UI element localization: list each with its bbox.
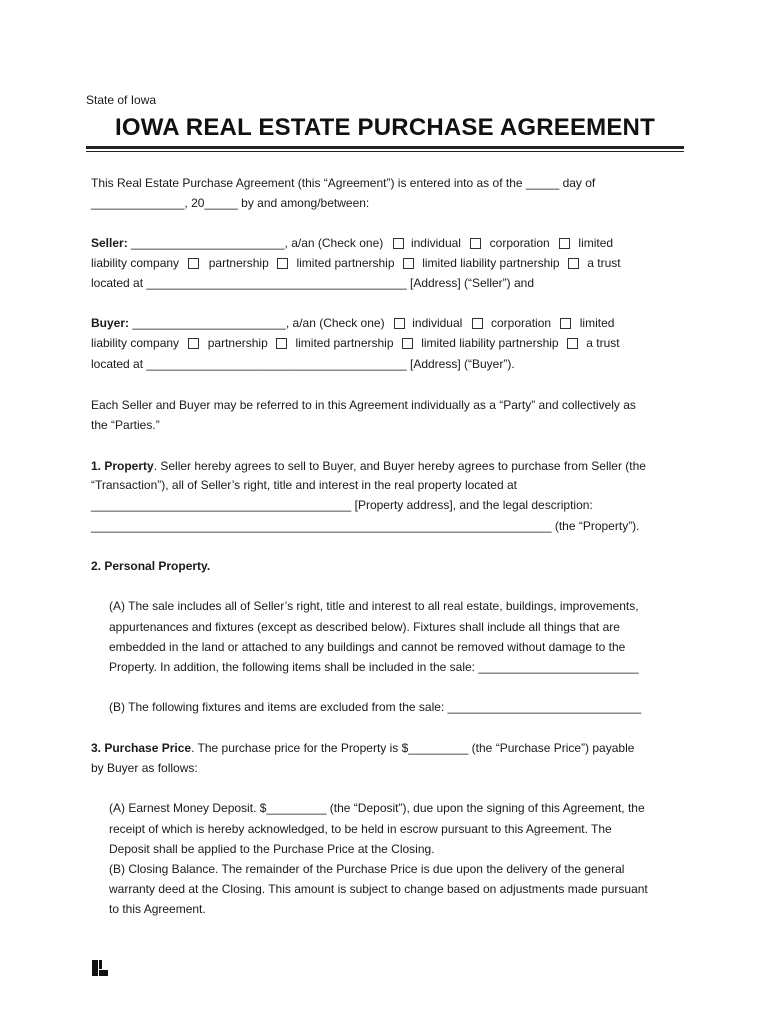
buyer-llc-checkbox[interactable] bbox=[560, 318, 571, 329]
parties-line-1: Each Seller and Buyer may be referred to in this Agreement individually as a “Party” and collectively as bbox=[91, 398, 636, 412]
buyer-lp-checkbox[interactable] bbox=[276, 338, 287, 349]
seller-line-1 bbox=[91, 235, 613, 251]
buyer-trust-checkbox[interactable] bbox=[567, 338, 578, 349]
seller-llp-label: limited liability partnership bbox=[422, 256, 560, 270]
intro-line-2: ______________, 20_____ by and among/between: bbox=[91, 196, 370, 210]
buyer-individual-label: individual bbox=[412, 316, 463, 330]
section3-line-2: by Buyer as follows: bbox=[91, 761, 198, 775]
section3-b-line-1: (B) Closing Balance. The remainder of the Purchase Price is due upon the delivery of the general bbox=[109, 862, 625, 876]
section3-a-line-3: Deposit shall be applied to the Purchase Price at the Closing. bbox=[109, 842, 435, 856]
section2-a-line-1: (A) The sale includes all of Seller’s right, title and interest to all real estate, buildings, improvements, bbox=[109, 599, 639, 613]
buyer-partnership-checkbox[interactable] bbox=[188, 338, 199, 349]
buyer-corporation-checkbox[interactable] bbox=[472, 318, 483, 329]
seller-individual-checkbox[interactable] bbox=[393, 238, 404, 249]
buyer-address-line: located at _______________________________________ [Address] (“Buyer”). bbox=[91, 357, 515, 371]
section1-line-2: “Transaction”), all of Seller’s right, title and interest in the real property located at bbox=[91, 478, 517, 492]
title-rule-thick bbox=[86, 146, 684, 149]
brand-logo-icon bbox=[92, 960, 108, 976]
buyer-llc-label-b: liability company bbox=[91, 336, 180, 350]
section2-a-line-3: embedded in the land or attached to any buildings and cannot be removed without damage to the bbox=[109, 640, 626, 654]
buyer-llc-label-a: limited bbox=[579, 316, 615, 330]
section1-heading: 1. Property bbox=[91, 459, 154, 473]
buyer-lp-label: limited partnership bbox=[295, 336, 394, 350]
buyer-name-blank: _______________________, a/an (Check one) bbox=[129, 316, 385, 330]
section1-text: . Seller hereby agrees to sell to Buyer, and Buyer hereby agrees to purchase from Seller (the bbox=[153, 459, 646, 473]
buyer-llp-checkbox[interactable] bbox=[402, 338, 413, 349]
seller-partnership-label: partnership bbox=[208, 256, 269, 270]
section3-a-line-2: receipt of which is hereby acknowledged, to be held in escrow pursuant to this Agreement. The bbox=[109, 822, 612, 836]
buyer-label: Buyer: bbox=[91, 316, 130, 330]
seller-trust-checkbox[interactable] bbox=[568, 258, 579, 269]
seller-llc-label-b: liability company bbox=[91, 256, 180, 270]
section2-heading: 2. Personal Property. bbox=[91, 559, 211, 573]
seller-lp-checkbox[interactable] bbox=[277, 258, 288, 269]
buyer-individual-checkbox[interactable] bbox=[394, 318, 405, 329]
buyer-partnership-label: partnership bbox=[207, 336, 268, 350]
section1-line-3: _______________________________________ [Property address], and the legal description: bbox=[91, 498, 593, 512]
title-rule-thin bbox=[86, 151, 684, 152]
seller-llc-checkbox[interactable] bbox=[559, 238, 570, 249]
section1-line-1 bbox=[91, 458, 646, 474]
section3-a-line-1: (A) Earnest Money Deposit. $_________ (the “Deposit”), due upon the signing of this Agreement, the bbox=[109, 801, 645, 815]
seller-lp-label: limited partnership bbox=[296, 256, 395, 270]
buyer-corporation-label: corporation bbox=[491, 316, 552, 330]
seller-line-2 bbox=[91, 255, 621, 271]
seller-partnership-checkbox[interactable] bbox=[188, 258, 199, 269]
seller-individual-label: individual bbox=[410, 236, 461, 250]
seller-name-blank: _______________________, a/an (Check one) bbox=[127, 236, 384, 250]
intro-line-1: This Real Estate Purchase Agreement (this “Agreement”) is entered into as of the _____ day of bbox=[91, 176, 596, 190]
seller-corporation-checkbox[interactable] bbox=[470, 238, 481, 249]
section2-b-line-1: (B) The following fixtures and items are excluded from the sale: _____________________________ bbox=[109, 700, 642, 714]
document-title: IOWA REAL ESTATE PURCHASE AGREEMENT bbox=[115, 114, 655, 141]
seller-label: Seller: bbox=[91, 236, 128, 250]
section2-a-line-4: Property. In addition, the following items shall be included in the sale: ________________________ bbox=[109, 660, 639, 674]
seller-trust-label: a trust bbox=[587, 256, 621, 270]
seller-corporation-label: corporation bbox=[489, 236, 550, 250]
section3-line-1 bbox=[91, 740, 634, 756]
section3-text: . The purchase price for the Property is $_________ (the “Purchase Price”) payable bbox=[191, 741, 635, 755]
parties-line-2: the “Parties.” bbox=[91, 418, 160, 432]
section3-b-line-2: warranty deed at the Closing. This amount is subject to change based on adjustments made pursuant bbox=[109, 882, 648, 896]
seller-llc-label-a: limited bbox=[578, 236, 614, 250]
buyer-llp-label: limited liability partnership bbox=[421, 336, 559, 350]
section1-line-4: _____________________________________________________________________ (the “Property”). bbox=[91, 519, 640, 533]
section2-a-line-2: appurtenances and fixtures (except as described below). Fixtures shall include all things that are bbox=[109, 620, 620, 634]
seller-llp-checkbox[interactable] bbox=[403, 258, 414, 269]
state-label: State of Iowa bbox=[86, 93, 157, 107]
seller-address-line: located at _______________________________________ [Address] (“Seller”) and bbox=[91, 276, 535, 290]
section3-b-line-3: to this Agreement. bbox=[109, 902, 206, 916]
buyer-line-2 bbox=[91, 335, 620, 351]
buyer-trust-label: a trust bbox=[586, 336, 620, 350]
section3-heading: 3. Purchase Price bbox=[91, 741, 192, 755]
buyer-line-1 bbox=[91, 315, 614, 331]
